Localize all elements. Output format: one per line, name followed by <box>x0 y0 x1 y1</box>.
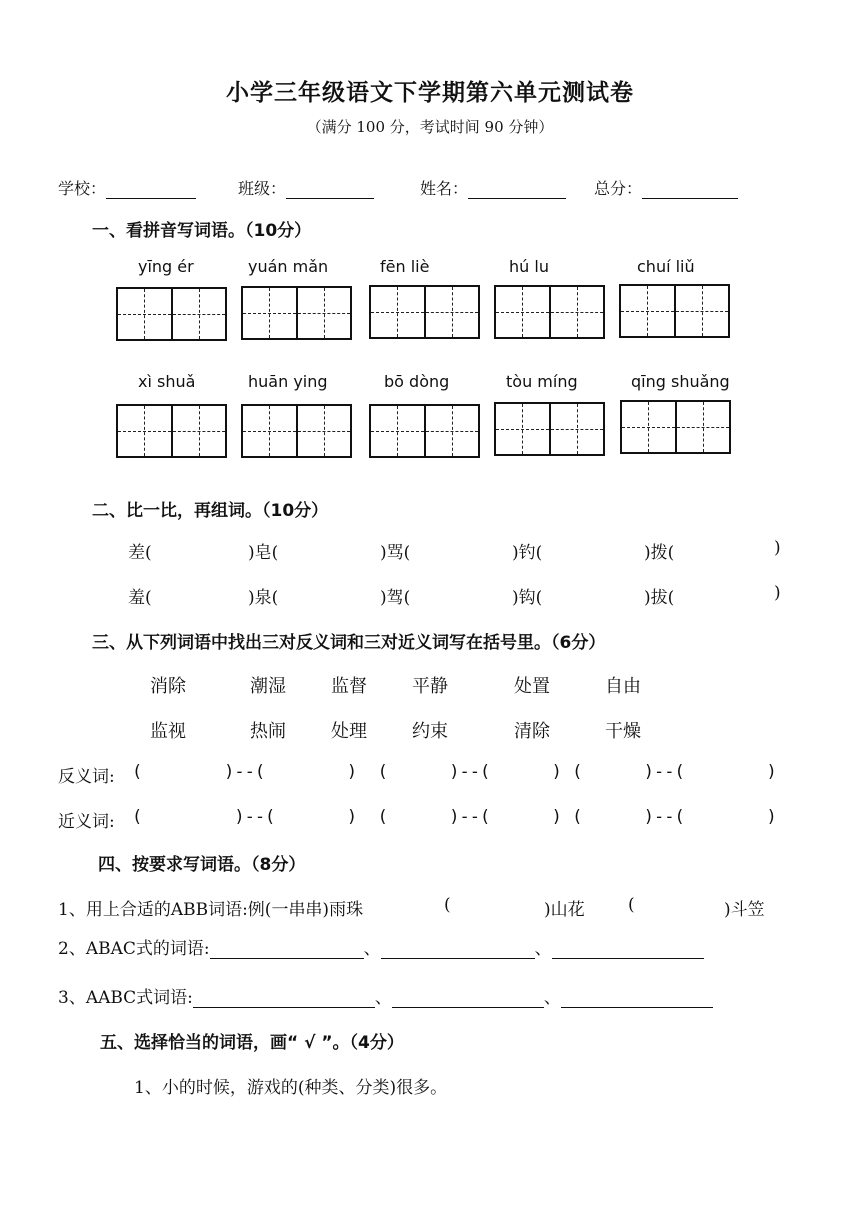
section4-heading: 四、按要求写词语。（8分） <box>98 855 306 875</box>
q4-1-a-word: 山花 <box>550 900 585 920</box>
section2-heading: 二、比一比，再组词。（10分） <box>92 501 329 521</box>
q4-3 <box>58 983 713 1008</box>
class-field <box>238 176 374 199</box>
answer-blank[interactable] <box>193 991 375 1008</box>
q4-1-a-close: )山花 <box>544 900 585 920</box>
writing-grid[interactable] <box>494 402 605 456</box>
total-blank[interactable] <box>642 182 738 199</box>
pinyin-label: qīng shuǎng <box>631 372 730 391</box>
pinyin-label: xì shuǎ <box>138 372 196 391</box>
name-blank[interactable] <box>468 182 566 199</box>
class-label: 班级： <box>238 179 287 198</box>
name-label: 姓名： <box>420 179 469 198</box>
compare-item: )泉( <box>248 588 279 608</box>
separator: 、 <box>534 939 552 959</box>
q4-2 <box>58 934 704 959</box>
name-field <box>420 176 566 199</box>
pinyin-label: bō dòng <box>384 372 450 391</box>
q4-1-text: 1、用上合适的ABB词语:例(一串串)雨珠 <box>58 900 364 920</box>
writing-grid[interactable] <box>369 404 480 458</box>
separator: 、 <box>363 939 381 959</box>
writing-grid[interactable] <box>116 404 227 458</box>
pinyin-label: tòu míng <box>506 372 578 391</box>
compare-item: )钩( <box>512 588 543 608</box>
word-option: 消除 <box>150 676 186 697</box>
writing-grid[interactable] <box>241 404 352 458</box>
separator: 、 <box>543 988 561 1008</box>
writing-grid[interactable] <box>494 285 605 339</box>
word-option: 监视 <box>150 721 186 742</box>
word-option: 监督 <box>331 676 367 697</box>
section3-heading: 三、从下列词语中找出三对反义词和三对近义词写在括号里。（6分） <box>92 633 606 653</box>
pinyin-label: huān ying <box>248 372 328 391</box>
separator: 、 <box>374 988 392 1008</box>
q4-1-blank-b[interactable]: ( <box>628 895 635 915</box>
antonym-blanks[interactable]: ( )--( ) ( )--( ) ( )--( ) <box>132 762 777 782</box>
word-option: 自由 <box>605 676 641 697</box>
word-option: 约束 <box>412 721 448 742</box>
section1-heading: 一、看拼音写词语。（10分） <box>92 221 312 241</box>
word-option: 潮湿 <box>250 676 286 697</box>
q4-2-text: 2、ABAC式的词语: <box>58 939 210 959</box>
school-label: 学校： <box>58 179 107 198</box>
word-option: 清除 <box>514 721 550 742</box>
compare-item: ) <box>774 583 781 603</box>
compare-item: )钓( <box>512 543 543 563</box>
school-blank[interactable] <box>106 182 196 199</box>
writing-grid[interactable] <box>369 285 480 339</box>
class-blank[interactable] <box>286 182 374 199</box>
page-subtitle: （满分 100 分，考试时间 90 分钟） <box>306 118 554 136</box>
writing-grid[interactable] <box>620 400 731 454</box>
total-field <box>594 176 738 199</box>
answer-blank[interactable] <box>561 991 713 1008</box>
total-label: 总分： <box>594 179 643 198</box>
q4-1-blank-a[interactable]: ( <box>444 895 451 915</box>
word-option: 处置 <box>514 676 550 697</box>
word-option: 平静 <box>412 676 448 697</box>
answer-blank[interactable] <box>381 942 535 959</box>
antonym-label: 反义词: <box>58 767 115 787</box>
compare-item: )皂( <box>248 543 279 563</box>
q4-1-b-word: 斗笠 <box>730 900 765 920</box>
compare-item: )拨( <box>644 543 675 563</box>
writing-grid[interactable] <box>116 287 227 341</box>
word-option: 处理 <box>331 721 367 742</box>
compare-item: )拔( <box>644 588 675 608</box>
compare-item: )骂( <box>380 543 411 563</box>
compare-item: ) <box>774 538 781 558</box>
synonym-blanks[interactable]: ( )--( ) ( )--( ) ( )--( ) <box>132 807 777 827</box>
page-title: 小学三年级语文下学期第六单元测试卷 <box>226 80 634 106</box>
writing-grid[interactable] <box>241 286 352 340</box>
pinyin-label: yīng ér <box>138 257 194 276</box>
pinyin-label: fēn liè <box>380 257 430 276</box>
answer-blank[interactable] <box>392 991 544 1008</box>
word-option: 热闹 <box>250 721 286 742</box>
writing-grid[interactable] <box>619 284 730 338</box>
school-field <box>58 176 196 199</box>
pinyin-label: hú lu <box>509 257 549 276</box>
section5-heading: 五、选择恰当的词语，画“ √ ”。（4分） <box>100 1033 404 1053</box>
q5-1[interactable]: 1、小的时候，游戏的(种类、分类)很多。 <box>134 1078 448 1098</box>
compare-item: 差( <box>128 543 152 563</box>
compare-item: 羞( <box>128 588 152 608</box>
answer-blank[interactable] <box>552 942 704 959</box>
word-option: 干燥 <box>605 721 641 742</box>
answer-blank[interactable] <box>210 942 364 959</box>
compare-item: )驾( <box>380 588 411 608</box>
q4-1-b-close: )斗笠 <box>724 900 765 920</box>
pinyin-label: yuán mǎn <box>248 257 329 276</box>
pinyin-label: chuí liǔ <box>637 257 695 276</box>
synonym-label: 近义词: <box>58 812 115 832</box>
q4-3-text: 3、AABC式词语: <box>58 988 193 1008</box>
